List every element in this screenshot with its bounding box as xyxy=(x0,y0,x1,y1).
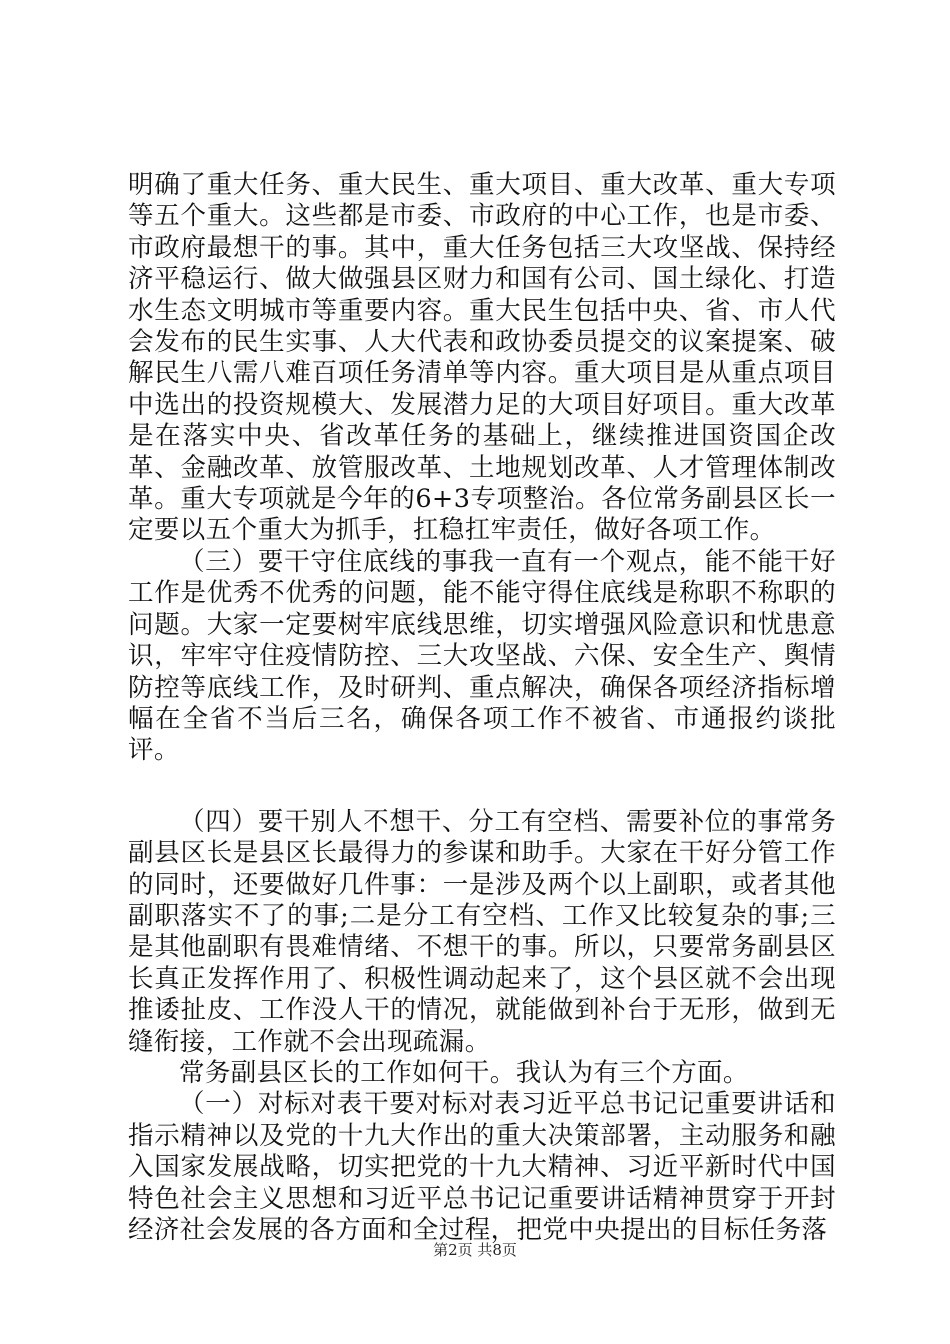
paragraph-spacer xyxy=(128,767,836,807)
paragraph-continued: 明确了重大任务、重大民生、重大项目、重大改革、重大专项等五个重大。这些都是市委、市政府的中心工作，也是市委、市政府最想干的事。其中，重大任务包括三大攻坚战、保持经济平稳运行、做大做强县区财力和国有公司、国土绿化、打造水生态文明城市等重要内容。重大民生包括中央、省、市人代会发布的民生实事、人大代表和政协委员提交的议案提案、破解民生八需八难百项任务清单等内容。重大项目是从重点项目中选出的投资规模大、发展潜力足的大项目好项目。重大改革是在落实中央、省改革任务的基础上，继续推进国资国企改革、金融改革、放管服改革、土地规划改革、人才管理体制改革。重大专项就是今年的6+3专项整治。各位常务副县区长一定要以五个重大为抓手，扛稳扛牢责任，做好各项工作。 xyxy=(128,170,836,546)
page-number-footer: 第2页 共8页 xyxy=(433,1241,517,1259)
document-body xyxy=(128,170,836,1246)
paragraph-intro-how: 常务副县区长的工作如何干。我认为有三个方面。 xyxy=(179,1057,749,1088)
paragraph-section-three: （三）要干守住底线的事我一直有一个观点，能不能干好工作是优秀不优秀的问题，能不能守得住底线是称职不称职的问题。大家一定要树牢底线思维，切实增强风险意识和忧患意识，牢牢守住疫情防控、三大攻坚战、六保、安全生产、舆情防控等底线工作，及时研判、重点解决，确保各项经济指标增幅在全省不当后三名，确保各项工作不被省、市通报约谈批评。 xyxy=(128,546,836,766)
paragraph-section-one: （一）对标对表干要对标对表习近平总书记记重要讲话和指示精神以及党的十九大作出的重大决策部署，主动服务和融入国家发展战略，切实把党的十九大精神、习近平新时代中国特色社会主义思想和习近平总书记记重要讲话精神贯穿于开封经济社会发展的各方面和全过程，把党中央提出的目标任务落 xyxy=(128,1089,836,1245)
paragraph-section-four: （四）要干别人不想干、分工有空档、需要补位的事常务副县区长是县区长最得力的参谋和助手。大家在干好分管工作的同时，还要做好几件事：一是涉及两个以上副职，或者其他副职落实不了的事;二是分工有空档、工作又比较复杂的事;三是其他副职有畏难情绪、不想干的事。所以，只要常务副县区长真正发挥作用了、积极性调动起来了，这个县区就不会出现推诿扯皮、工作没人干的情况，就能做到补台于无形，做到无缝衔接，工作就不会出现疏漏。 xyxy=(128,806,836,1057)
